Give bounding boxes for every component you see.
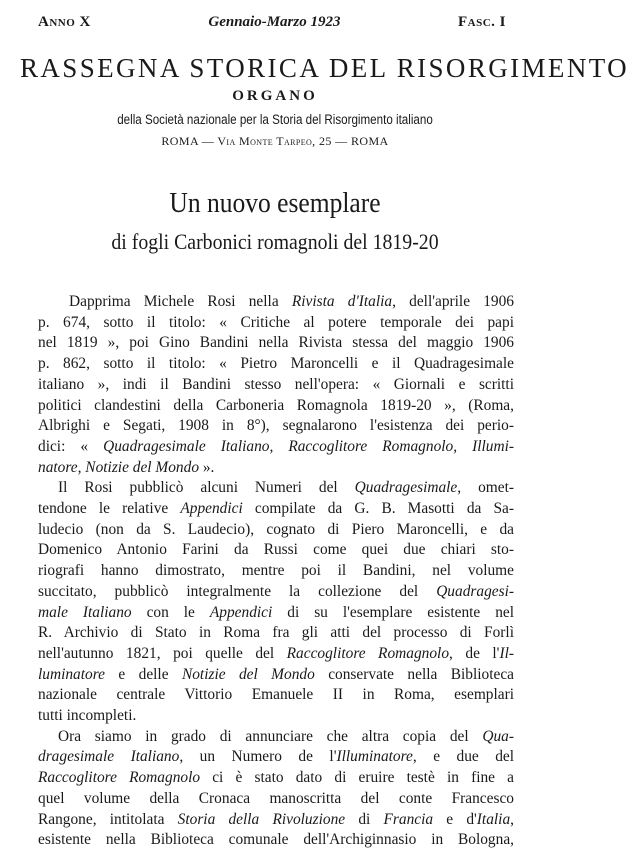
text-run: politici clandestini della Carboneria Romagnola 1819-20 », (Roma,	[38, 396, 514, 414]
text-run: Raccoglitore Romagnolo	[38, 769, 201, 787]
text-run: con le	[131, 603, 210, 621]
body-line	[38, 727, 514, 748]
body-line	[38, 520, 514, 541]
text-run: tendone le relative	[38, 500, 181, 518]
volume-label: Anno X	[38, 14, 91, 30]
text-run: Quadragesimale	[354, 479, 458, 497]
text-run: ,	[510, 810, 515, 828]
body-line	[38, 665, 514, 686]
text-run: italiano », indi il Bandini stesso nell'opera: « Giornali e scritti	[38, 375, 514, 393]
text-run: esistente nella Biblioteca comunale dell'Archiginnasio in Bologna,	[38, 831, 514, 849]
text-run: ci è stato dato di eruire testè in fine a	[200, 769, 514, 787]
text-run: Italia	[476, 810, 511, 828]
article-subtitle: di fogli Carbonici romagnoli del 1819-20	[111, 229, 439, 254]
body-line	[38, 644, 514, 665]
text-run: Francia	[383, 810, 434, 828]
text-run: Il-	[499, 644, 514, 662]
issue-date: Gennaio-Marzo 1923	[208, 14, 341, 30]
text-run: dici: «	[38, 437, 104, 455]
body-line	[38, 810, 514, 831]
text-run: ludecio (non da S. Laudecio), cognato di Piero Maroncelli, e da	[38, 520, 514, 538]
address-line: ROMA — Via Monte Tarpeo, 25 — ROMA	[161, 134, 389, 148]
body-line	[38, 830, 514, 851]
body-line	[38, 333, 514, 354]
text-run: natore, Notizie del Mondo	[38, 458, 200, 476]
text-run: compilate da G. B. Masotti da Sa-	[242, 500, 515, 518]
text-run: , e due del	[412, 748, 515, 766]
text-run: , dell'aprile 1906	[392, 293, 514, 310]
text-run: Storia della Rivoluzione	[177, 810, 346, 828]
text-run: Ora siamo in grado di annunciare che altra copia del	[58, 727, 483, 745]
text-run: , de l'	[449, 644, 500, 662]
text-run: Rangone, intitolata	[38, 810, 178, 828]
text-run: e delle	[104, 665, 182, 683]
text-run: succitato, pubblicò integralmente la collezione del	[38, 582, 437, 600]
text-run: R. Archivio di Stato in Roma fra gli atti del processo di Forlì	[38, 624, 514, 642]
text-run: nell'autunno 1821, poi quelle del	[38, 644, 287, 662]
text-run: Domenico Antonio Farini da Russi come quei due chiari sto-	[38, 541, 514, 559]
body-line	[38, 416, 514, 437]
text-run: male Italiano	[38, 603, 132, 621]
body-line	[38, 685, 514, 706]
body-line	[38, 478, 514, 499]
body-line	[38, 540, 514, 561]
text-run: , omet-	[457, 479, 514, 497]
text-run: ».	[199, 458, 215, 476]
masthead	[20, 52, 629, 149]
text-run: nazionale centrale Vittorio Emanuele II in Roma, esemplari	[38, 686, 514, 704]
text-run: nel 1819 », poi Gino Bandini nella Rivista stessa del maggio 1906	[38, 334, 514, 352]
body-line	[38, 396, 514, 417]
body-line	[38, 292, 514, 313]
running-head	[38, 14, 506, 31]
text-run: di	[345, 810, 384, 828]
text-run: Notizie del Mondo	[181, 665, 315, 683]
text-run: Il Rosi pubblicò alcuni Numeri del	[58, 479, 355, 497]
article-title: Un nuovo esemplare	[169, 187, 381, 219]
text-run: Illuminatore	[336, 748, 413, 766]
body-line	[38, 747, 514, 768]
text-run: conservate nella Biblioteca	[314, 665, 514, 683]
journal-title: RASSEGNA STORICA DEL RISORGIMENTO	[20, 53, 629, 83]
body-line	[38, 354, 514, 375]
body-line	[38, 789, 514, 810]
text-run: Quadragesimale Italiano, Raccoglitore Romagnolo, Illumi-	[103, 437, 514, 455]
text-run: di su l'esemplare esistente nel	[272, 603, 515, 621]
text-run: Quadragesi-	[436, 582, 514, 600]
body-line	[38, 582, 514, 603]
body-line	[38, 313, 514, 334]
text-run: riografi hanno dimostrato, mentre poi il Bandini, nel volume	[38, 562, 514, 580]
society-line: della Società nazionale per la Storia del Risorgimento italiano	[117, 112, 433, 127]
text-run: e d'	[433, 810, 477, 828]
text-run: Appendici	[209, 603, 273, 621]
body-line	[38, 499, 514, 520]
text-run: Dapprima Michele Rosi nella	[69, 293, 292, 310]
text-run: quel volume della Cronaca manoscritta del conte Francesco	[38, 789, 514, 807]
body-line	[38, 458, 514, 479]
body-line	[38, 623, 514, 644]
body-line	[38, 561, 514, 582]
body-line	[38, 768, 514, 789]
text-run: Raccoglitore Romagnolo	[286, 644, 450, 662]
text-run: p. 862, sotto il titolo: « Pietro Maroncelli e il Quadragesimale	[38, 355, 514, 373]
text-run: luminatore	[38, 665, 105, 683]
text-run: Appendici	[180, 500, 243, 518]
body-line	[38, 437, 514, 458]
organ-label: ORGANO	[232, 88, 318, 104]
text-run: dragesimale Italiano	[38, 748, 180, 766]
article-body	[38, 292, 514, 851]
fascicle-label: Fasc. I	[457, 14, 506, 30]
text-run: tutti incompleti.	[38, 707, 137, 725]
body-line	[38, 375, 514, 396]
text-run: p. 674, sotto il titolo: « Critiche al potere temporale dei papi	[38, 313, 514, 331]
text-run: Rivista d'Italia	[291, 293, 393, 310]
text-run: Albrighi e Segati, 1908 in 8°), segnalarono l'esistenza dei perio-	[38, 417, 514, 435]
body-line	[38, 706, 514, 727]
text-run: Qua-	[482, 727, 514, 745]
body-line	[38, 603, 514, 624]
text-run: , un Numero de l'	[179, 748, 337, 766]
